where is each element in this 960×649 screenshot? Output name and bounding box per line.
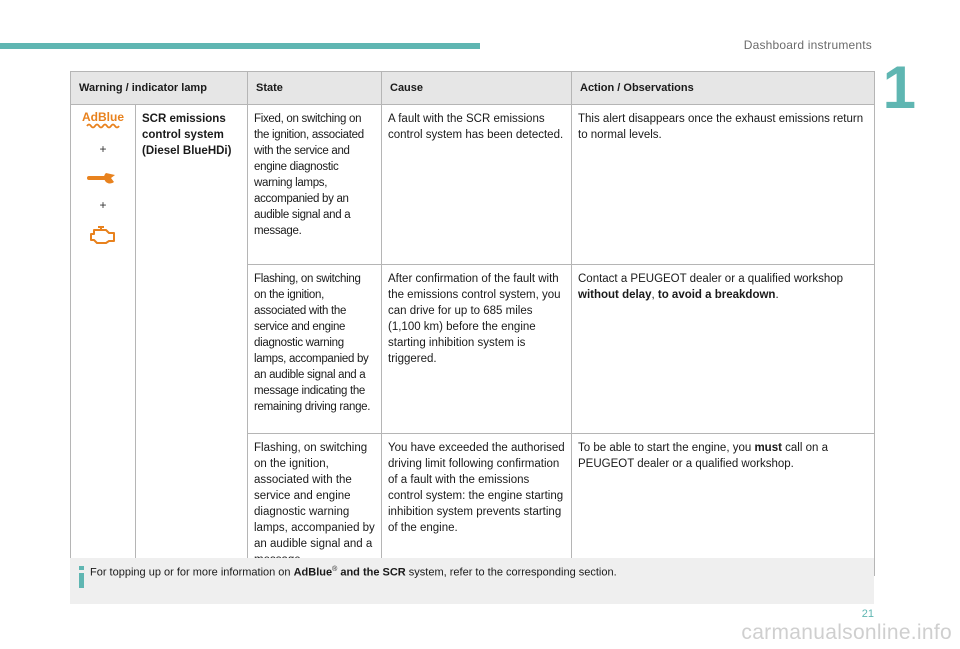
action-text: . bbox=[775, 289, 779, 301]
state-cell: Flashing, on switching on the ignition, associated with the service and engine diagnostic warning lamps, accompanied by an audible signal and a bbox=[248, 434, 382, 576]
adblue-logo-text: AdBlue bbox=[82, 110, 124, 124]
state-cell: Fixed, on switching on the ignition, associated with the service and engine diagnostic warning lamps, accompanied by an audible signal and a message. bbox=[248, 105, 382, 265]
cause-cell: After confirmation of the fault with the emissions control system, you can drive for up to 685 miles (1,100 km) before the engine starting inhibition system is triggered. bbox=[382, 265, 572, 434]
action-emphasis: to avoid a breakdown bbox=[657, 289, 776, 301]
plus-sign: + bbox=[99, 198, 107, 212]
info-emphasis: AdBlue bbox=[293, 566, 333, 579]
action-cell bbox=[572, 434, 875, 576]
state-cell: Flashing, on switching on the ignition, associated with the service and engine diagnostic warning lamps, accompanied by an audible signal and a message indicating the remaining driving range. bbox=[248, 265, 382, 434]
table-row bbox=[71, 105, 875, 265]
chapter-number: 1 bbox=[882, 54, 916, 121]
adblue-lamp-icon bbox=[82, 111, 124, 129]
section-title: Dashboard instruments bbox=[743, 38, 872, 52]
info-note-box bbox=[70, 558, 874, 604]
info-note-text bbox=[90, 566, 617, 579]
lamp-icons-cell bbox=[71, 105, 136, 576]
action-text: To be able to start the engine, you bbox=[578, 442, 755, 454]
table-header-row bbox=[71, 72, 875, 105]
watermark: carmanualsonline.info bbox=[741, 621, 952, 644]
adblue-wave-icon bbox=[86, 123, 120, 129]
page-number: 21 bbox=[861, 608, 874, 620]
action-text: Contact a PEUGEOT dealer or a qualified workshop bbox=[578, 273, 844, 285]
info-emphasis: and the SCR bbox=[337, 566, 406, 579]
action-emphasis: without delay bbox=[578, 289, 652, 301]
info-icon bbox=[78, 566, 86, 588]
warning-lamp-table bbox=[70, 71, 875, 576]
column-header-state: State bbox=[248, 72, 382, 105]
action-text: call on a PEUGEOT dealer or a qualified workshop. bbox=[578, 442, 828, 470]
column-header-cause: Cause bbox=[382, 72, 572, 105]
cause-cell: A fault with the SCR emissions control system has been detected. bbox=[382, 105, 572, 265]
cause-cell: You have exceeded the authorised driving limit following confirmation of a fault with the emissions control system: the engine starting inhibition system prevents starting of the engine. bbox=[382, 434, 572, 576]
action-text: , bbox=[651, 289, 658, 301]
action-emphasis: must bbox=[754, 442, 782, 454]
info-text-part: system, refer to the corresponding section. bbox=[405, 566, 617, 579]
wrench-service-icon bbox=[87, 169, 119, 185]
column-header-lamp: Warning / indicator lamp bbox=[71, 72, 248, 105]
column-header-action: Action / Observations bbox=[572, 72, 875, 105]
registered-mark: ® bbox=[332, 566, 338, 573]
top-accent-bar bbox=[0, 43, 480, 49]
action-cell bbox=[572, 265, 875, 434]
engine-diagnostic-icon bbox=[88, 225, 118, 245]
info-text-part: For topping up or for more information on bbox=[90, 566, 294, 579]
lamp-name-cell: SCR emissions control system (Diesel BlueHDi) bbox=[136, 105, 248, 576]
action-cell: This alert disappears once the exhaust emissions return to normal levels. bbox=[572, 105, 875, 265]
plus-sign: + bbox=[99, 142, 107, 156]
